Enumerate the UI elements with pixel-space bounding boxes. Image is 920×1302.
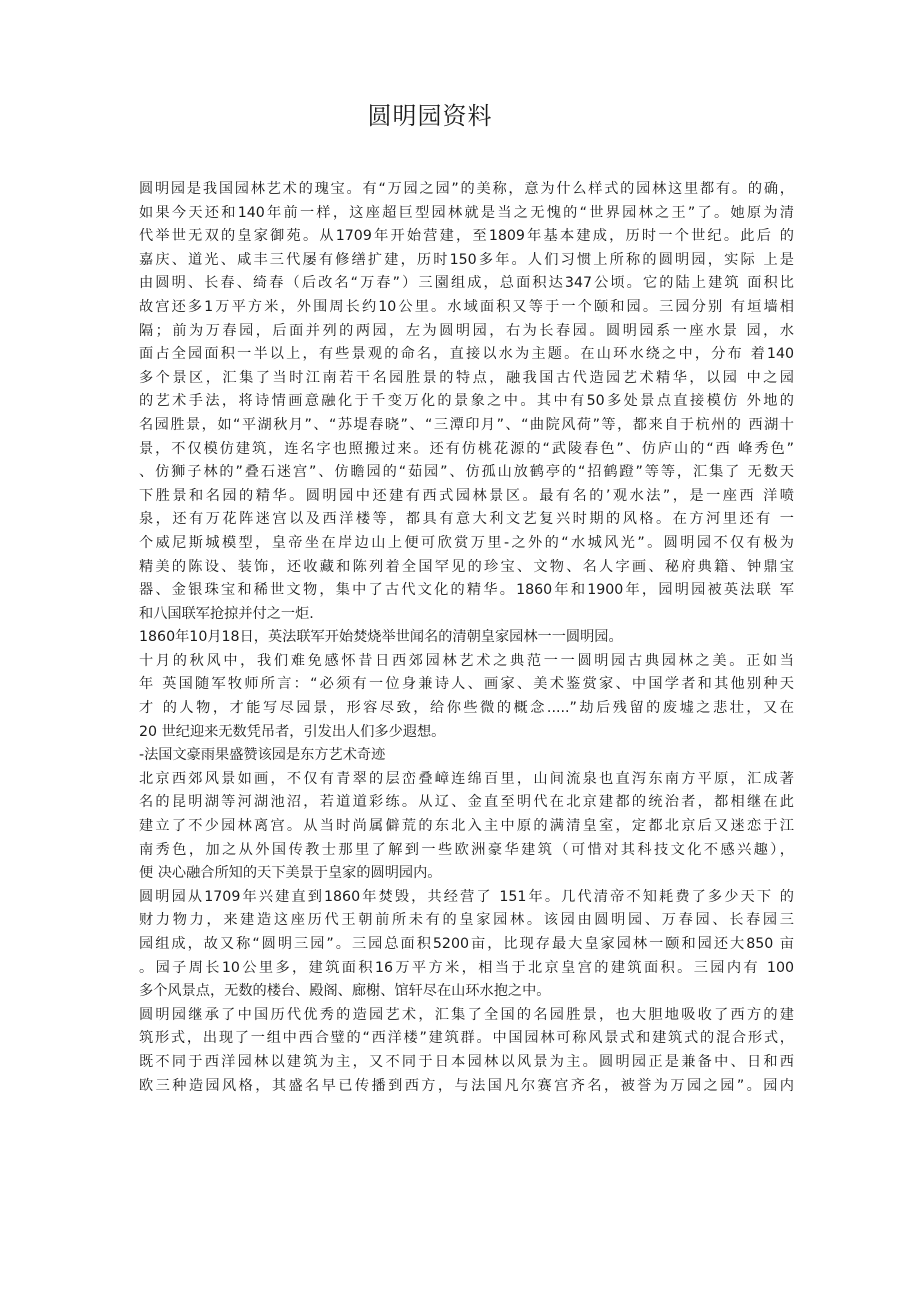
text-line: 下胜景和名园的精华。圆明园中还建有西式园林景区。最有名的’观水法”，是一座西 洋喷	[139, 487, 794, 504]
text-line: 财力物力，来建造这座历代王朝前所未有的皇家园林。该园由圆明园、万春园、长春园三	[139, 912, 794, 929]
text-line: 园组成，故又称“圆明三园”。三园总面积5200亩，比现存最大皇家园林一颐和园还大850 亩	[139, 936, 794, 952]
text-line: -法国文豪雨果盛赞该园是东方艺术奇迹	[139, 747, 386, 764]
text-line: 。园子周长10公里多，建筑面积16万平方米，相当于北京皇宫的建筑面积。三园内有 100	[139, 959, 794, 976]
text-line: 既不同于西洋园林以建筑为主，又不同于日本园林以风景为主。圆明园正是兼备中、日和西	[139, 1053, 794, 1070]
text-line: 筑形式，出现了一组中西合璧的“西洋楼”建筑群。中国园林可称风景式和建筑式的混合形式，	[139, 1030, 794, 1047]
document-body	[139, 178, 794, 1098]
text-line: 器、金银珠宝和稀世文物，集中了古代文化的精华。1860年和1900年，园明园被英法联 军	[139, 582, 794, 599]
text-line: 名的昆明湖等河湖池沼，若道道彩练。从辽、金直至明代在北京建都的统治者，都相继在此	[139, 794, 794, 811]
text-line: 1860年10月18日，英法联军开始焚烧举世闻名的清朝皇家园林一一圆明园。	[139, 629, 623, 646]
text-line: 名园胜景，如“平湖秋月”、“苏堤春晓”、“三潭印月”、“曲院风荷”等，都来自于杭州的 西湖十	[139, 416, 794, 433]
text-line: 景，不仅模仿建筑，连名字也照搬过来。还有仿桃花源的“武陵春色”、仿庐山的“西 峰秀色”	[139, 440, 794, 457]
text-line: 年 英国随军牧师所言：“必须有一位身兼诗人、画家、美术鉴赏家、中国学者和其他别种天	[139, 676, 794, 693]
text-line: 南秀色，加之从外国传教士那里了解到一些欧洲豪华建筑（可惜对其科技文化不感兴趣），	[139, 841, 794, 858]
text-line: 建立了不少园林离宫。从当时尚属僻荒的东北入主中原的满清皇室，定都北京后又迷恋于江	[139, 818, 794, 835]
text-line: 圆明园是我国园林艺术的瑰宝。有“万园之园”的美称，意为什么样式的园林这里都有。的确，	[139, 181, 794, 197]
text-line: 北京西郊风景如画，不仅有青翠的层峦叠嶂连绵百里，山间流泉也直泻东南方平原，汇成著	[139, 770, 794, 787]
text-line: 欧三种造园风格，其盛名早已传播到西方，与法国凡尔赛宫齐名，被誉为万园之园”。园内	[139, 1077, 794, 1094]
text-line: 个威尼斯城模型，皇帝坐在岸边山上便可欣赏万里-之外的“水城风光”。圆明园不仅有极为	[139, 534, 794, 551]
text-line: 圆明园从1709年兴建直到1860年焚毁，共经营了 151年。几代清帝不知耗费了多少天下 的	[139, 888, 794, 905]
text-line: 20 世纪迎来无数凭吊者，引发出人们多少遐想。	[139, 723, 446, 740]
text-line: 如果今天还和140年前一样，这座超巨型园林就是当之无愧的“世界园林之王”了。她原为清	[139, 204, 794, 221]
text-line: 多个风景点，无数的楼台、殿阁、廊榭、馆轩尽在山环水抱之中。	[139, 983, 551, 1000]
text-line: 代举世无双的皇家御苑。从1709年开始营建，至1809年基本建成，历时一个世纪。此后 的	[139, 228, 794, 245]
page-title: 圆明园资料	[367, 102, 493, 130]
text-line: 的艺术手法，将诗情画意融化于千变万化的景象之中。其中有50多处景点直接模仿 外地的	[139, 393, 794, 410]
text-line: 隔；前为万春园，后面并列的两园，左为圆明园，右为长春园。圆明园系一座水景 园，水	[139, 322, 794, 339]
text-line: 才 的人物，才能写尽园景，形容尽致，给你些微的概念.....”劫后残留的废墟之悲壮，又在	[139, 700, 794, 717]
text-line: 由圆明、长春、绮春（后改名“万春”）三園组成，总面积达347公顷。它的陆上建筑 面积比	[139, 275, 794, 292]
text-line: 便 决心融合所知的天下美景于皇家的圆明园内。	[139, 865, 442, 882]
text-line: 圆明园继承了中国历代优秀的造园艺术，汇集了全国的名园胜景，也大胆地吸收了西方的建	[139, 1006, 794, 1023]
text-line: 精美的陈设、装饰，还收藏和陈列着全国罕见的珍宝、文物、名人字画、秘府典籍、钟鼎宝	[139, 558, 794, 575]
text-line: 和八国联军抢掠并付之一炬.	[139, 605, 314, 622]
text-line: 十月的秋风中，我们难免感怀昔日西郊园林艺术之典范一一圆明园古典园林之美。正如当	[139, 652, 794, 669]
text-line: 嘉庆、道光、咸丰三代屡有修缮扩建，历时150多年。人们习惯上所称的圆明园，实际 上是	[139, 251, 794, 268]
text-line: 、仿狮子林的”叠石迷宫”、仿瞻园的“茹园”、仿孤山放鹤亭的“招鹤蹬”等等，汇集了 无数天	[139, 464, 794, 481]
text-line: 面占全园面积一半以上，有些景观的命名，直接以水为主题。在山环水绕之中，分布 着140	[139, 346, 794, 363]
text-line: 故宫还多1万平方米，外围周长约10公里。水域面积又等于一个颐和园。三园分别 有垣墙相	[139, 298, 794, 315]
text-line: 多个景区，汇集了当时江南若干名园胜景的特点，融我国古代造园艺术精华，以园 中之园	[139, 369, 794, 386]
text-line: 泉，还有万花阵迷宫以及西洋楼等，都具有意大利文艺复兴时期的风格。在方河里还有 一	[139, 511, 794, 528]
